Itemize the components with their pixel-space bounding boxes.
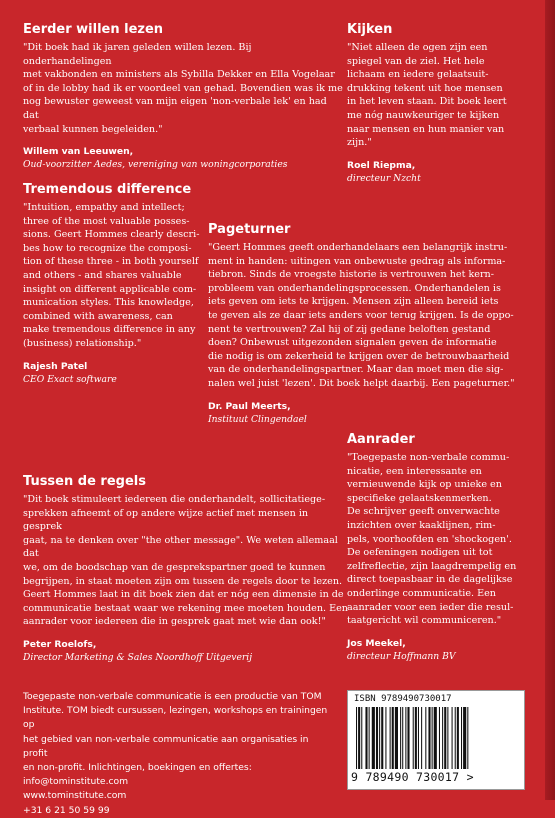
isbn-barcode	[347, 690, 525, 790]
section-pageturner	[208, 222, 528, 426]
quote-author-role: directeur Hoffmann BV	[347, 650, 456, 662]
section-eerder	[23, 22, 343, 171]
section-quote: "Dit boek stimuleert iedereen die onderhandelt, sollicitatiege- sprekken afneemt of op andere wijze actief met mensen in gesprek gaat, na te denken over "the other message". We weten allemaal dat we, om de boodschap van de gesprekspartner goed te kunnen begrijpen, in staat moeten zijn om tussen de regels door te lezen. Geert Hommes laat in dit boek zien dat er nóg een dimensie in de communicatie bestaat waar we rekening mee moeten houden. Een aanrader voor iedereen die in gesprek gaat met wie dan ook!"	[23, 494, 348, 628]
isbn-label: ISBN 9789490730017	[354, 694, 452, 704]
section-heading: Tussen de regels	[23, 474, 146, 489]
quote-author: Dr. Paul Meerts,	[208, 400, 291, 412]
section-quote: "Dit boek had ik jaren geleden willen lezen. Bij onderhandelingen met vakbonden en ministers als Sybilla Dekker en Ella Vogelaar of in de lobby had ik er voordeel van gehad. Bovendien was ik me nog bewuster geweest van mijn eigen 'non-verbale lek' en had dat verbaal kunnen begeleiden."	[23, 42, 343, 135]
quote-author: Willem van Leeuwen,	[23, 146, 134, 158]
section-kijken	[347, 22, 527, 185]
book-spine-edge	[545, 0, 555, 800]
section-heading: Pageturner	[208, 222, 291, 237]
barcode-bars	[354, 707, 518, 769]
section-quote: "Geert Hommes geeft onderhandelaars een belangrijk instru- ment in handen: uitingen van onbewuste gedrag als informa- tiebron. Sinds de vroegste historie is vertrouwen het kern- probleem van onderhandelingsprocessen. Onderhandelen is iets geven om iets te krijgen. Mensen zijn alleen bereid iets te geven als ze daar iets anders voor terug krijgen. Is de oppo- nent te vertrouwen? Zal hij of zij gedane beloften gestand doen? Onbewust uitgezonden signalen geven de informatie die nodig is om zekerheid te krijgen over de betrouwbaarheid van de onderhandelingspartner. Maar dan moet men die sig- nalen wel juist 'lezen'. Dit boek helpt daarbij. Een pageturner."	[208, 242, 515, 389]
quote-author-role: Director Marketing & Sales Noordhoff Uitgeverij	[23, 651, 253, 663]
quote-author: Jos Meekel,	[347, 637, 406, 649]
section-aanrader	[347, 432, 527, 663]
section-tussen	[23, 474, 348, 664]
quote-author: Peter Roelofs,	[23, 638, 97, 650]
section-heading: Tremendous difference	[23, 182, 192, 197]
quote-author-role: directeur Nzcht	[347, 172, 421, 184]
quote-author-role: CEO Exact software	[23, 373, 117, 385]
section-heading: Eerder willen lezen	[23, 22, 164, 37]
isbn-digits: 9 789490 730017 >	[351, 770, 474, 784]
quote-author-role: Instituut Clingendael	[208, 413, 307, 425]
quote-author-role: Oud-voorzitter Aedes, vereniging van woningcorporaties	[23, 159, 288, 171]
section-quote: "Niet alleen de ogen zijn een spiegel van de ziel. Het hele lichaam en iedere gelaatsuit- drukking tekent uit hoe mensen in het leven staan. Dit boek leert me nóg nauwkeuriger te kijken naar mensen en hun manier van zijn."	[347, 42, 507, 149]
section-tremendous	[23, 182, 213, 386]
section-quote: "Toegepaste non-verbale commu- nicatie, een interessante en vernieuwende kijk op unieke en specifieke gelaatskenmerken. De schrijver geeft onverwachte inzichten over kaaklijnen, rim- pels, voorhoofden en 'shockogen'. De oefeningen nodigen uit tot zelfreflectie, zijn laagdrempelig en direct toepasbaar in de dagelijkse onderlinge communicatie. Een aanrader voor een ieder die resul- taatgericht wil communiceren."	[347, 452, 517, 627]
publisher-info: Toegepaste non-verbale communicatie is een productie van TOM Institute. TOM biedt cursussen, lezingen, workshops en trainingen op het gebied van non-verbale communicatie aan organisaties in profit en non-profit. Inlichtingen, boekingen en offertes: info@tominstitute.com www.tominstitute.com +31 6 21 50 59 99	[23, 691, 328, 816]
quote-author: Rajesh Patel	[23, 360, 88, 372]
section-quote: "Intuition, empathy and intellect; three of the most valuable posses- sions. Geert Hommes clearly descri- bes how to recognize the composi- tion of these three - in both yourself and others - and shares valuable insight on different applicable com- munication styles. This knowledge, combined with awareness, can make tremendous difference in any (business) relationship."	[23, 202, 200, 349]
section-heading: Aanrader	[347, 432, 415, 447]
quote-author: Roel Riepma,	[347, 159, 416, 171]
section-heading: Kijken	[347, 22, 393, 37]
